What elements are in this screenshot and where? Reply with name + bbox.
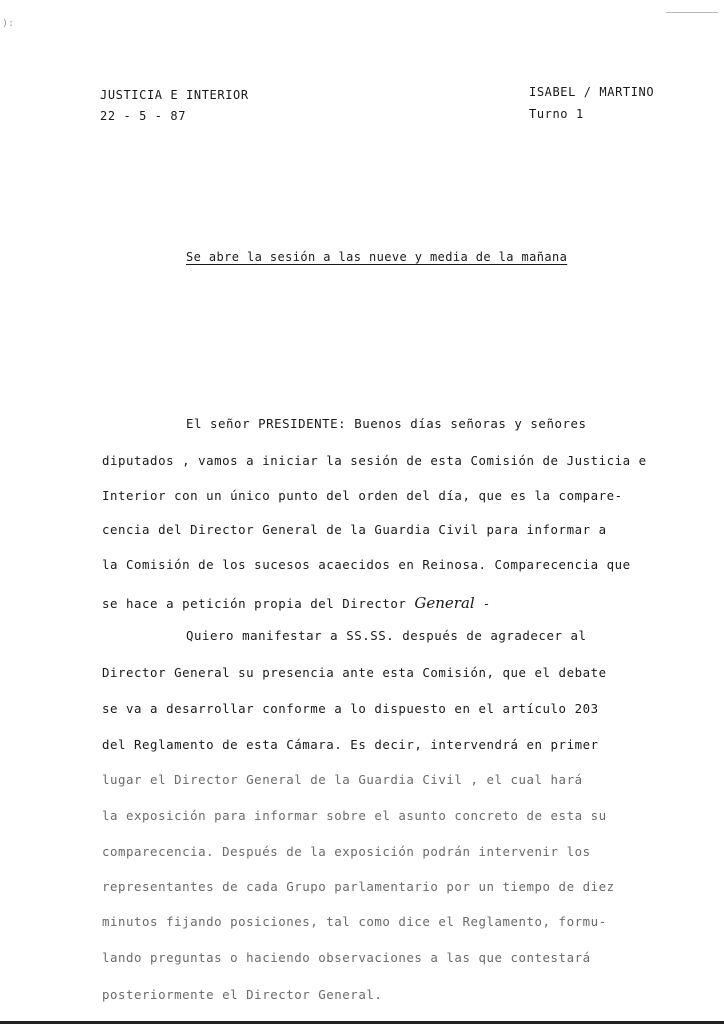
- body-line: del Reglamento de esta Cámara. Es decir, intervendrá en primer: [102, 737, 599, 752]
- header-shift: Turno 1: [529, 107, 584, 121]
- body-line: la exposición para informar sobre el asunto concreto de esta su: [102, 808, 607, 823]
- handwritten-suffix: -: [474, 596, 491, 611]
- handwritten-word: General: [414, 594, 475, 612]
- body-line: posteriormente el Director General.: [102, 987, 383, 1002]
- body-line: Director General su presencia ante esta Comisión, que el debate: [102, 665, 607, 680]
- body-line-with-handwriting: [102, 594, 491, 612]
- header-committee: JUSTICIA E INTERIOR: [100, 88, 249, 102]
- body-line-text: se hace a petición propia del Director: [102, 596, 407, 611]
- body-line: minutos fijando posiciones, tal como dice el Reglamento, formu-: [102, 914, 607, 929]
- body-line: se va a desarrollar conforme a lo dispuesto en el artículo 203: [102, 701, 599, 716]
- header-typists: ISABEL / MARTINO: [529, 85, 655, 99]
- body-line: lugar el Director General de la Guardia Civil , el cual hará: [102, 772, 583, 787]
- header-date: 22 - 5 - 87: [100, 109, 187, 123]
- body-line: diputados , vamos a iniciar la sesión de esta Comisión de Justicia e: [102, 453, 647, 468]
- body-line: representantes de cada Grupo parlamentario por un tiempo de diez: [102, 879, 615, 894]
- body-line: Quiero manifestar a SS.SS. después de agradecer al: [186, 628, 587, 643]
- body-line: cencia del Director General de la Guardia Civil para informar a: [102, 522, 607, 537]
- corner-mark: [666, 12, 718, 13]
- body-line: El señor PRESIDENTE: Buenos días señoras y señores: [186, 416, 587, 431]
- body-line: comparecencia. Después de la exposición podrán intervenir los: [102, 844, 591, 859]
- body-line: Interior con un único punto del orden del día, que es la compare-: [102, 488, 623, 503]
- session-title: Se abre la sesión a las nueve y media de la mañana: [186, 250, 568, 264]
- body-line: lando preguntas o haciendo observaciones a las que contestará: [102, 950, 591, 965]
- margin-mark: ):: [2, 18, 15, 29]
- body-line: la Comisión de los sucesos acaecidos en Reinosa. Comparecencia que: [102, 557, 631, 572]
